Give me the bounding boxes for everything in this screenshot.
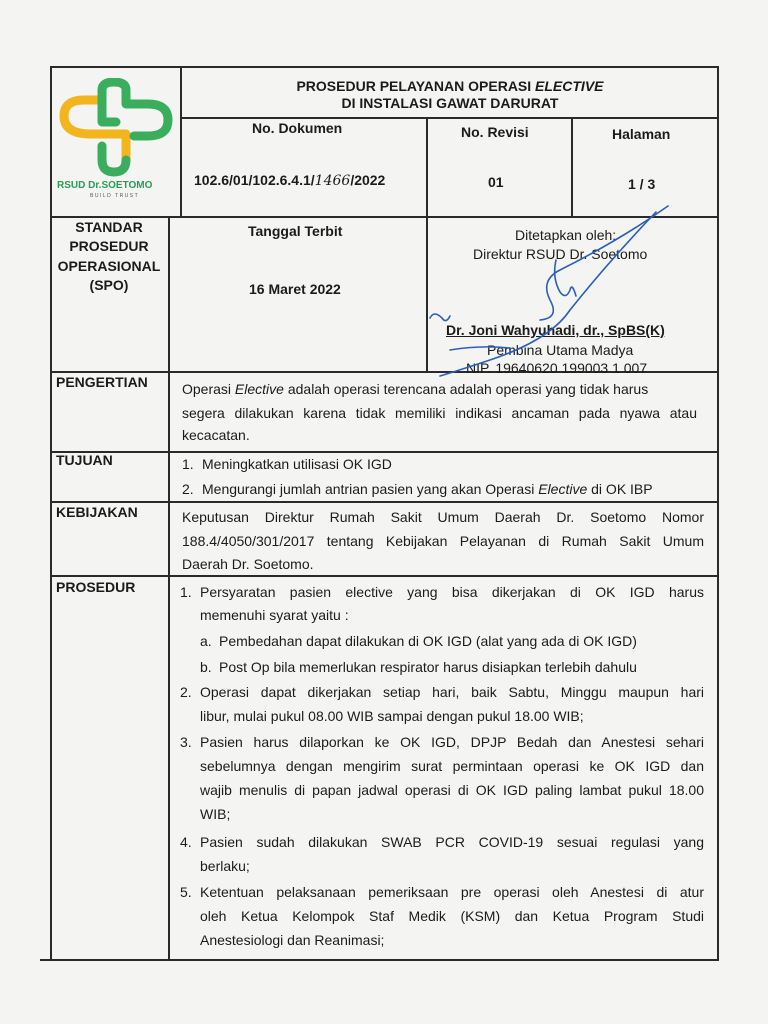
kebijakan-label: KEBIJAKAN [56, 504, 138, 520]
prosedur-item1b-letter: b. [200, 659, 212, 675]
prosedur-item1b-text: Post Op bila memerlukan respirator harus disiapkan terlebih dahulu [219, 659, 637, 675]
prosedur-item1-number: 1. [180, 584, 192, 600]
prosedur-item3-number: 3. [180, 734, 192, 750]
tujuan-bottom-line [50, 501, 719, 503]
issue-date-label: Tanggal Terbit [248, 223, 343, 239]
revision-value: 01 [488, 174, 504, 190]
pengertian-bottom-line [50, 451, 719, 453]
pengertian-text-b: adalah operasi terencana adalah operasi yang tidak harus [283, 381, 649, 397]
tujuan-item2-text [202, 481, 653, 497]
pengertian-text-a: Operasi [182, 381, 235, 397]
doc-number-label: No. Dokumen [252, 120, 343, 136]
spo-label-line1: STANDAR [75, 219, 143, 235]
spo-label-line4: (SPO) [89, 277, 129, 293]
title-text: PROSEDUR PELAYANAN OPERASI [296, 78, 536, 94]
outer-top-border [50, 66, 719, 68]
pengertian-line1 [182, 381, 697, 397]
prosedur-item1-line1: Persyaratan pasien elective yang bisa dikerjakan di OK IGD harus [200, 584, 704, 600]
prosedur-item3-line3: wajib menulis di papan jadwal operasi di OK IGD paling lambat pukul 18.00 [200, 782, 704, 798]
tujuan-item1-number: 1. [182, 456, 194, 472]
pengertian-label: PENGERTIAN [56, 374, 148, 390]
kebijakan-bottom-line [50, 575, 719, 577]
kebijakan-line3: Daerah Dr. Soetomo. [182, 556, 314, 572]
outer-bottom-border [40, 959, 719, 961]
tujuan-item2-b: di OK IBP [587, 481, 653, 497]
signer-name: Dr. Joni Wahyuhadi, dr., SpBS(K) [446, 322, 665, 338]
spo-label-line2: PROSEDUR [69, 238, 149, 254]
page-label: Halaman [612, 126, 671, 142]
set-by-label: Ditetapkan oleh: [515, 227, 617, 243]
prosedur-label: PROSEDUR [56, 579, 136, 595]
prosedur-item5-line1: Ketentuan pelaksanaan pemeriksaan pre operasi oleh Anestesi di atur [200, 884, 704, 900]
revision-label: No. Revisi [461, 124, 529, 140]
kebijakan-line2: 188.4/4050/301/2017 tentang Kebijakan Pelayanan di Rumah Sakit Umum [182, 533, 704, 549]
prosedur-item4-line2: berlaku; [200, 858, 250, 874]
prosedur-item2-line1: Operasi dapat dikerjakan setiap hari, baik Sabtu, Minggu maupun hari [200, 684, 704, 700]
prosedur-item4-line1: Pasien sudah dilakukan SWAB PCR COVID-19 sesuai regulasi yang [200, 834, 704, 850]
prosedur-item5-number: 5. [180, 884, 192, 900]
outer-right-border [717, 66, 719, 960]
prosedur-item3-line4: WIB; [200, 806, 231, 822]
prosedur-item1a-letter: a. [200, 633, 212, 649]
tujuan-item1-text: Meningkatkan utilisasi OK IGD [202, 456, 392, 472]
tujuan-item2-a: Mengurangi jumlah antrian pasien yang akan Operasi [202, 481, 539, 497]
doc-number-handwritten: 1466 [314, 173, 351, 189]
set-by-role: Direktur RSUD Dr. Soetomo [473, 246, 648, 262]
prosedur-item1a-text: Pembedahan dapat dilakukan di OK IGD (alat yang ada di OK IGD) [219, 633, 637, 649]
hospital-logo-icon [56, 78, 174, 178]
spo-label-line3: OPERASIONAL [57, 258, 161, 274]
prosedur-item3-line1: Pasien harus dilaporkan ke OK IGD, DPJP Bedah dan Anestesi sehari [200, 734, 704, 750]
pengertian-line2: segera dilakukan karena tidak memiliki indikasi ancaman pada nyawa atau [182, 405, 697, 421]
title-emphasis: ELECTIVE [535, 78, 604, 94]
director-signature-icon [420, 200, 680, 380]
doc-number-value [194, 172, 385, 189]
prosedur-item2-line2: libur, mulai pukul 08.00 WIB sampai dengan pukul 18.00 WIB; [200, 708, 584, 724]
tujuan-label: TUJUAN [56, 452, 113, 468]
hospital-logo-tagline: BUILD TRUST [90, 193, 140, 199]
prosedur-item4-number: 4. [180, 834, 192, 850]
title-bottom-line [180, 117, 719, 119]
tujuan-item2-emphasis: Elective [538, 481, 588, 497]
tujuan-item2-number: 2. [182, 481, 194, 497]
issue-date-value: 16 Maret 2022 [249, 281, 341, 297]
prosedur-item1-line2: memenuhi syarat yaitu : [200, 607, 349, 623]
document-title-line1 [182, 78, 718, 94]
signer-rank: Pembina Utama Madya [487, 342, 634, 358]
pengertian-line3: kecacatan. [182, 427, 250, 443]
hospital-logo-name: RSUD Dr.SOETOMO [57, 180, 153, 191]
doc-number-part-a: 102.6/01/102.6.4.1/ [194, 172, 315, 188]
label-column-line [168, 216, 170, 960]
pengertian-emphasis: Elective [234, 381, 284, 397]
prosedur-item3-line2: sebelumnya dengan mengirim surat permintaan operasi ke OK IGD dan [200, 758, 704, 774]
prosedur-item5-line2: oleh Ketua Kelompok Staf Medik (KSM) dan Ketua Program Studi [200, 908, 704, 924]
document-title-line2: DI INSTALASI GAWAT DARURAT [341, 95, 559, 111]
prosedur-item5-line3: Anestesiologi dan Reanimasi; [200, 932, 385, 948]
prosedur-item2-number: 2. [180, 684, 192, 700]
outer-left-border [50, 66, 52, 960]
page-value: 1 / 3 [628, 176, 656, 192]
doc-number-part-b: /2022 [350, 172, 386, 188]
signer-nip: NIP. 19640620 199003 1 007 [466, 360, 648, 376]
kebijakan-line1: Keputusan Direktur Rumah Sakit Umum Daerah Dr. Soetomo Nomor [182, 509, 704, 525]
